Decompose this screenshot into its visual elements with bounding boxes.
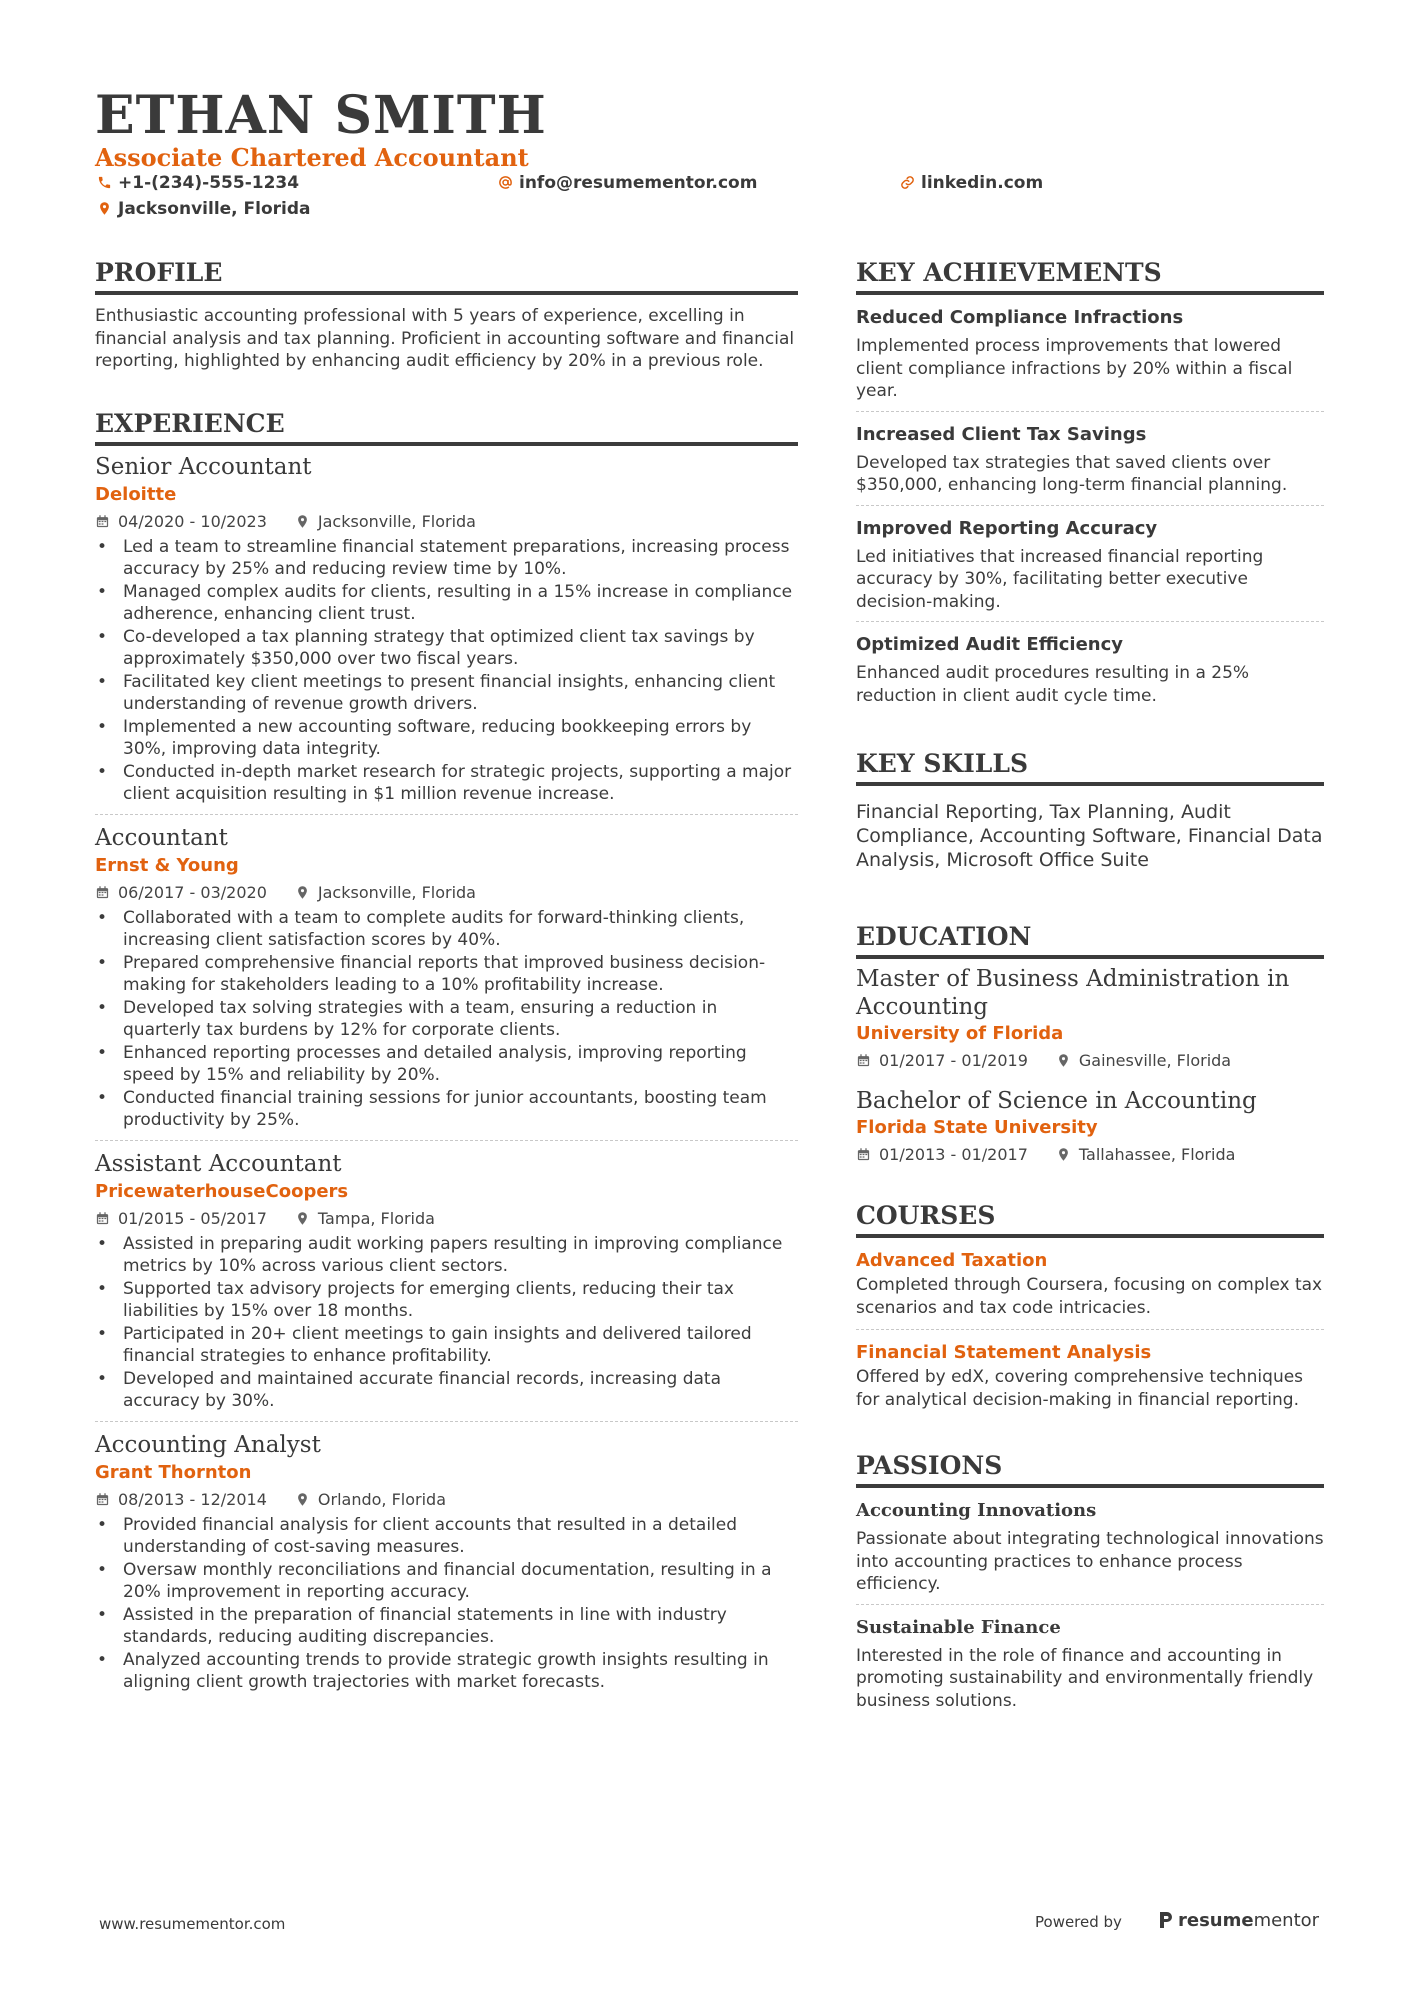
bullet-item: • Provided financial analysis for client accounts that resulted in a detailed understanding of cost-saving measures. bbox=[95, 1514, 798, 1559]
bullet-item: • Assisted in preparing audit working papers resulting in improving compliance metrics by 10% across various client sectors. bbox=[95, 1233, 798, 1278]
contact-phone[interactable] bbox=[97, 172, 299, 194]
footer-brand-logo[interactable] bbox=[1158, 1910, 1319, 1931]
email-text: info@resumementor.com bbox=[519, 173, 758, 193]
course-title: Advanced Taxation bbox=[856, 1250, 1048, 1271]
course-text: Offered by edX, covering comprehensive techniques for analytical decision-making in financial reporting. bbox=[856, 1367, 1304, 1410]
achievement-item bbox=[856, 422, 1324, 506]
job-title: Assistant Accountant bbox=[95, 1150, 342, 1177]
bullet-item: • Developed tax solving strategies with a team, ensuring a reduction in quarterly tax burdens by 12% for corporate clients. bbox=[95, 997, 798, 1042]
achievement-title: Reduced Compliance Infractions bbox=[856, 307, 1184, 328]
achievements-heading: KEY ACHIEVEMENTS bbox=[856, 258, 1324, 295]
contact-linkedin[interactable] bbox=[900, 172, 1043, 194]
achievement-text: Developed tax strategies that saved clients over $350,000, enhancing long-term financial planning. bbox=[856, 452, 1288, 495]
passion-item bbox=[856, 1498, 1324, 1605]
location-pin-icon bbox=[295, 1492, 310, 1507]
location-pin-icon bbox=[295, 514, 310, 529]
achievement-title: Improved Reporting Accuracy bbox=[856, 517, 1158, 539]
passion-text: Passionate about integrating technological innovations into accounting practices to enhance process efficiency. bbox=[856, 1529, 1324, 1594]
achievement-item bbox=[856, 632, 1324, 715]
job-entry bbox=[95, 823, 798, 1141]
bullet-item: • Enhanced reporting processes and detailed analysis, improving reporting speed by 15% and reliability by 20%. bbox=[95, 1042, 798, 1087]
courses-heading: COURSES bbox=[856, 1201, 1324, 1238]
skills-text: Financial Reporting, Tax Planning, Audit Compliance, Accounting Software, Financial Data Analysis, Microsoft Office Suite bbox=[856, 801, 1323, 871]
school-name: University of Florida bbox=[856, 1023, 1064, 1044]
bullet-item: • Co-developed a tax planning strategy that optimized client tax savings by approximately $350,000 over two fiscal years. bbox=[95, 626, 798, 671]
experience-section bbox=[95, 409, 798, 1702]
job-location: Jacksonville, Florida bbox=[317, 882, 476, 902]
profile-text: Enthusiastic accounting professional with 5 years of experience, excelling in financial analysis and tax planning. Proficient in accounting software and financial reporting, highlighted by enhancing audit efficiency by 20% in a previous role. bbox=[95, 306, 795, 371]
footer-powered-by: Powered by bbox=[1035, 1913, 1122, 1931]
achievements-section bbox=[856, 258, 1324, 715]
achievement-item bbox=[856, 516, 1324, 623]
course-text: Completed through Coursera, focusing on complex tax scenarios and tax code intricacies. bbox=[856, 1275, 1323, 1318]
passion-title: Sustainable Finance bbox=[856, 1616, 1061, 1638]
location-pin-icon bbox=[1056, 1053, 1071, 1068]
education-location: Gainesville, Florida bbox=[1078, 1051, 1232, 1070]
bullet-item: • Analyzed accounting trends to provide strategic growth insights resulting in aligning client growth trajectories with market forecasts. bbox=[95, 1649, 798, 1694]
school-name: Florida State University bbox=[856, 1117, 1098, 1138]
calendar-icon bbox=[856, 1147, 871, 1162]
skills-heading: KEY SKILLS bbox=[856, 749, 1324, 786]
degree-title: Master of Business Administration in Accounting bbox=[856, 966, 1290, 1020]
brand-bold: resume bbox=[1178, 1910, 1254, 1931]
profile-section bbox=[95, 258, 798, 373]
phone-icon bbox=[97, 175, 112, 190]
education-location: Tallahassee, Florida bbox=[1078, 1145, 1236, 1164]
course-item bbox=[856, 1248, 1324, 1330]
bullet-item: • Conducted financial training sessions for junior accountants, boosting team productivity by 25%. bbox=[95, 1087, 798, 1132]
education-dates: 01/2013 - 01/2017 bbox=[879, 1145, 1028, 1164]
job-meta bbox=[95, 510, 798, 534]
candidate-role: Associate Chartered Accountant bbox=[95, 143, 529, 172]
phone-text: +1-(234)-555-1234 bbox=[118, 173, 300, 193]
job-title: Accounting Analyst bbox=[95, 1431, 321, 1458]
at-icon bbox=[498, 175, 513, 190]
location-pin-icon bbox=[295, 1211, 310, 1226]
education-heading: EDUCATION bbox=[856, 922, 1324, 959]
bullet-item: • Prepared comprehensive financial reports that improved business decision-making for stakeholders leading to a 10% profitability increase. bbox=[95, 952, 798, 997]
job-dates: 06/2017 - 03/2020 bbox=[118, 882, 267, 902]
job-bullets bbox=[95, 536, 798, 806]
job-entry bbox=[95, 1149, 798, 1422]
achievement-text: Implemented process improvements that lowered client compliance infractions by 20% within a fiscal year. bbox=[856, 336, 1293, 401]
job-location: Orlando, Florida bbox=[317, 1489, 446, 1509]
bullet-item: • Implemented a new accounting software, reducing bookkeeping errors by 30%, improving data integrity. bbox=[95, 716, 798, 761]
achievement-title: Increased Client Tax Savings bbox=[856, 423, 1147, 445]
bullet-item: • Oversaw monthly reconciliations and financial documentation, resulting in a 20% improvement in reporting accuracy. bbox=[95, 1559, 798, 1604]
bullet-item: • Collaborated with a team to complete audits for forward-thinking clients, increasing client satisfaction scores by 40%. bbox=[95, 907, 798, 952]
job-title: Accountant bbox=[95, 824, 228, 851]
course-title: Financial Statement Analysis bbox=[856, 1342, 1152, 1363]
calendar-icon bbox=[856, 1053, 871, 1068]
job-company: Grant Thornton bbox=[95, 1461, 252, 1483]
job-company: Deloitte bbox=[95, 483, 177, 505]
skills-section bbox=[856, 749, 1324, 872]
degree-title: Bachelor of Science in Accounting bbox=[856, 1088, 1257, 1114]
bullet-item: • Conducted in-depth market research for strategic projects, supporting a major client acquisition resulting in $1 million revenue increase. bbox=[95, 761, 798, 806]
bullet-item: • Assisted in the preparation of financial statements in line with industry standards, reducing auditing discrepancies. bbox=[95, 1604, 798, 1649]
experience-heading: EXPERIENCE bbox=[95, 409, 798, 446]
passion-title: Accounting Innovations bbox=[856, 1500, 1097, 1521]
passions-heading: PASSIONS bbox=[856, 1451, 1324, 1488]
location-pin-icon bbox=[1056, 1147, 1071, 1162]
location-pin-icon bbox=[97, 201, 112, 216]
education-dates: 01/2017 - 01/2019 bbox=[879, 1051, 1028, 1070]
passions-section bbox=[856, 1451, 1324, 1720]
right-column bbox=[856, 258, 1324, 1730]
bullet-item: • Participated in 20+ client meetings to gain insights and delivered tailored financial strategies to enhance profitability. bbox=[95, 1323, 798, 1368]
calendar-icon bbox=[95, 1492, 110, 1507]
link-icon bbox=[900, 175, 915, 190]
job-bullets bbox=[95, 1514, 798, 1694]
location-text: Jacksonville, Florida bbox=[118, 199, 311, 219]
job-company: Ernst & Young bbox=[95, 854, 239, 876]
education-meta bbox=[856, 1143, 1324, 1167]
bullet-item: • Supported tax advisory projects for emerging clients, reducing their tax liabilities by 15% over 18 months. bbox=[95, 1278, 798, 1323]
education-item bbox=[856, 1087, 1324, 1167]
calendar-icon bbox=[95, 885, 110, 900]
achievement-text: Led initiatives that increased financial reporting accuracy by 30%, facilitating better executive decision-making. bbox=[856, 546, 1264, 612]
location-pin-icon bbox=[295, 885, 310, 900]
courses-section bbox=[856, 1201, 1324, 1421]
bullet-item: • Managed complex audits for clients, resulting in a 15% increase in compliance adherence, enhancing client trust. bbox=[95, 581, 798, 626]
left-column bbox=[95, 258, 798, 1710]
passion-text: Interested in the role of finance and accounting in promoting sustainability and environmentally friendly business solutions. bbox=[856, 1645, 1314, 1711]
brand-light: mentor bbox=[1253, 1910, 1320, 1931]
resumementor-logo-icon bbox=[1158, 1910, 1174, 1930]
job-meta bbox=[95, 881, 798, 905]
job-bullets bbox=[95, 907, 798, 1132]
contact-email[interactable] bbox=[498, 172, 757, 194]
calendar-icon bbox=[95, 514, 110, 529]
linkedin-text: linkedin.com bbox=[921, 173, 1044, 193]
education-meta bbox=[856, 1049, 1324, 1073]
job-entry bbox=[95, 452, 798, 815]
calendar-icon bbox=[95, 1211, 110, 1226]
bullet-item: • Led a team to streamline financial statement preparations, increasing process accuracy by 25% and reducing review time by 10%. bbox=[95, 536, 798, 581]
job-meta bbox=[95, 1488, 798, 1512]
job-location: Jacksonville, Florida bbox=[317, 511, 476, 531]
achievement-item bbox=[856, 305, 1324, 412]
profile-heading: PROFILE bbox=[95, 258, 798, 295]
job-company: PricewaterhouseCoopers bbox=[95, 1180, 349, 1202]
bullet-item: • Facilitated key client meetings to present financial insights, enhancing client understanding of revenue growth drivers. bbox=[95, 671, 798, 716]
job-entry bbox=[95, 1430, 798, 1702]
course-item bbox=[856, 1340, 1324, 1421]
job-bullets bbox=[95, 1233, 798, 1413]
contact-location bbox=[97, 198, 311, 220]
education-section bbox=[856, 922, 1324, 1167]
job-dates: 08/2013 - 12/2014 bbox=[118, 1489, 267, 1509]
job-location: Tampa, Florida bbox=[317, 1208, 435, 1228]
passion-item bbox=[856, 1615, 1324, 1721]
footer-url[interactable]: www.resumementor.com bbox=[99, 1915, 286, 1933]
job-dates: 01/2015 - 05/2017 bbox=[118, 1208, 267, 1228]
bullet-item: • Developed and maintained accurate financial records, increasing data accuracy by 30%. bbox=[95, 1368, 798, 1413]
job-meta bbox=[95, 1207, 798, 1231]
achievement-title: Optimized Audit Efficiency bbox=[856, 634, 1124, 655]
job-dates: 04/2020 - 10/2023 bbox=[118, 511, 267, 531]
education-item bbox=[856, 965, 1324, 1073]
achievement-text: Enhanced audit procedures resulting in a 25% reduction in client audit cycle time. bbox=[856, 663, 1250, 706]
job-title: Senior Accountant bbox=[95, 453, 312, 480]
candidate-name: ETHAN SMITH bbox=[95, 85, 547, 146]
